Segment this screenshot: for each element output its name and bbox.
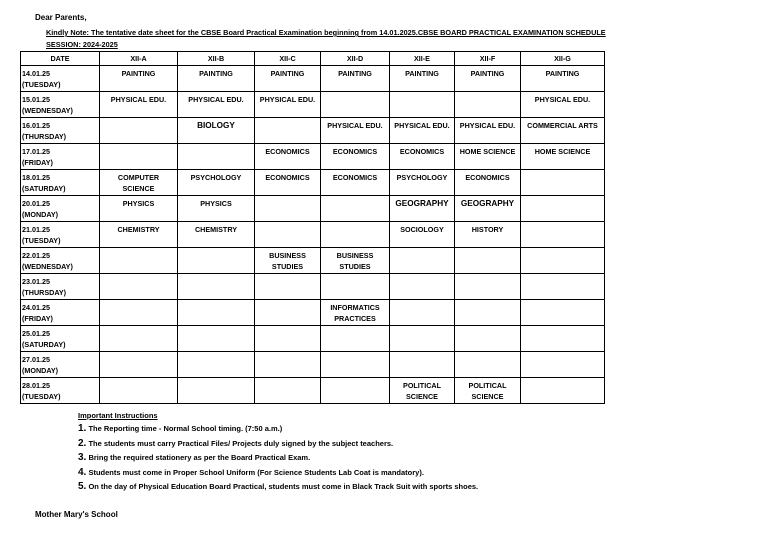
subject-cell: COMMERCIAL ARTS xyxy=(521,118,605,144)
subject-cell: PAINTING xyxy=(100,66,178,92)
subject-cell: INFORMATICS PRACTICES xyxy=(321,300,390,326)
subject-cell: POLITICAL SCIENCE xyxy=(390,378,455,404)
subject-cell: PHYSICAL EDU. xyxy=(321,118,390,144)
subject-cell xyxy=(321,326,390,352)
subject-cell: PHYSICAL EDU. xyxy=(100,92,178,118)
instruction-item xyxy=(78,466,478,481)
subject-cell: PHYSICAL EDU. xyxy=(255,92,321,118)
table-row xyxy=(21,92,605,118)
date-value: 22.01.25 xyxy=(22,251,50,260)
subject-cell: BIOLOGY xyxy=(178,118,255,144)
subject-cell xyxy=(390,274,455,300)
day-value: (TUESDAY) xyxy=(22,80,61,89)
table-row xyxy=(21,274,605,300)
column-header: XII-F xyxy=(455,52,521,66)
date-cell xyxy=(21,300,100,326)
subject-cell xyxy=(390,352,455,378)
instruction-number: 2. xyxy=(78,437,87,449)
subject-cell: ECONOMICS xyxy=(321,144,390,170)
subject-cell xyxy=(521,326,605,352)
subject-cell: COMPUTER SCIENCE xyxy=(100,170,178,196)
instruction-text: Bring the required stationery as per the Board Practical Exam. xyxy=(88,453,311,462)
instruction-text: On the day of Physical Education Board Practical, students must come in Black Track Suit with sports shoes. xyxy=(88,482,479,491)
date-cell xyxy=(21,170,100,196)
subject-cell xyxy=(178,144,255,170)
instruction-number: 3. xyxy=(78,452,87,463)
date-value: 16.01.25 xyxy=(22,121,50,130)
subject-cell xyxy=(100,378,178,404)
day-value: (MONDAY) xyxy=(22,366,59,375)
subject-cell: SOCIOLOGY xyxy=(390,222,455,248)
subject-cell xyxy=(100,248,178,274)
subject-cell: PSYCHOLOGY xyxy=(178,170,255,196)
date-value: 20.01.25 xyxy=(22,199,50,208)
subject-cell: PAINTING xyxy=(321,66,390,92)
column-header: XII-E xyxy=(390,52,455,66)
subject-cell xyxy=(455,352,521,378)
date-cell xyxy=(21,222,100,248)
subject-cell xyxy=(390,300,455,326)
notice-text: Kindly Note: The tentative date sheet for the CBSE Board Practical Examination beginning from 14.01.2025.CBSE BOARD PRACTICAL EXAMINATION SCHEDULE SESSION: 2024-2025 xyxy=(46,28,606,49)
date-value: 14.01.25 xyxy=(22,69,50,78)
date-value: 25.01.25 xyxy=(22,329,50,338)
subject-cell xyxy=(255,222,321,248)
subject-cell: ECONOMICS xyxy=(255,170,321,196)
subject-cell xyxy=(178,326,255,352)
date-cell xyxy=(21,92,100,118)
day-value: (THURSDAY) xyxy=(22,132,67,141)
column-header: XII-D xyxy=(321,52,390,66)
school-name: Mother Mary's School xyxy=(35,510,118,519)
table-row xyxy=(21,170,605,196)
instruction-number: 4. xyxy=(78,466,87,478)
column-header: XII-A xyxy=(100,52,178,66)
date-cell xyxy=(21,118,100,144)
subject-cell xyxy=(455,248,521,274)
subject-cell xyxy=(390,92,455,118)
subject-cell xyxy=(255,326,321,352)
subject-cell: HOME SCIENCE xyxy=(455,144,521,170)
subject-cell xyxy=(178,378,255,404)
subject-cell: HISTORY xyxy=(455,222,521,248)
subject-cell: PAINTING xyxy=(178,66,255,92)
day-value: (TUESDAY) xyxy=(22,392,61,401)
subject-cell: HOME SCIENCE xyxy=(521,144,605,170)
subject-cell xyxy=(321,352,390,378)
subject-cell xyxy=(455,326,521,352)
subject-cell xyxy=(178,248,255,274)
subject-cell xyxy=(455,92,521,118)
date-value: 28.01.25 xyxy=(22,381,50,390)
column-header: DATE xyxy=(21,52,100,66)
subject-cell: PAINTING xyxy=(255,66,321,92)
subject-cell: BUSINESS STUDIES xyxy=(321,248,390,274)
day-value: (WEDNESDAY) xyxy=(22,262,73,271)
date-cell xyxy=(21,326,100,352)
date-cell xyxy=(21,66,100,92)
day-value: (MONDAY) xyxy=(22,210,59,219)
subject-cell xyxy=(321,274,390,300)
instruction-number: 1. xyxy=(78,423,87,434)
subject-cell xyxy=(521,274,605,300)
table-row xyxy=(21,144,605,170)
table-row xyxy=(21,248,605,274)
date-value: 15.01.25 xyxy=(22,95,50,104)
date-cell xyxy=(21,378,100,404)
day-value: (SATURDAY) xyxy=(22,184,66,193)
subject-cell xyxy=(255,300,321,326)
instruction-text: Students must come in Proper School Uniform (For Science Students Lab Coat is mandatory). xyxy=(88,467,424,477)
table-row xyxy=(21,118,605,144)
subject-cell xyxy=(390,326,455,352)
column-header: XII-G xyxy=(521,52,605,66)
table-row xyxy=(21,196,605,222)
table-header xyxy=(21,52,605,66)
subject-cell xyxy=(100,274,178,300)
subject-cell: ECONOMICS xyxy=(321,170,390,196)
subject-cell xyxy=(521,352,605,378)
subject-cell xyxy=(100,326,178,352)
subject-cell: PHYSICAL EDU. xyxy=(455,118,521,144)
date-sheet-table xyxy=(20,51,605,404)
subject-cell: PHYSICAL EDU. xyxy=(521,92,605,118)
subject-cell xyxy=(321,378,390,404)
subject-cell xyxy=(321,196,390,222)
date-value: 18.01.25 xyxy=(22,173,50,182)
table-row xyxy=(21,300,605,326)
subject-cell xyxy=(100,144,178,170)
date-value: 27.01.25 xyxy=(22,355,50,364)
date-value: 17.01.25 xyxy=(22,147,50,156)
subject-cell xyxy=(321,92,390,118)
subject-cell xyxy=(255,196,321,222)
day-value: (SATURDAY) xyxy=(22,340,66,349)
instructions-list xyxy=(78,422,478,495)
instruction-number: 5. xyxy=(78,481,87,492)
subject-cell: GEOGRAPHY xyxy=(455,196,521,222)
subject-cell: PHYSICS xyxy=(178,196,255,222)
subject-cell xyxy=(521,248,605,274)
subject-cell xyxy=(255,378,321,404)
subject-cell: PHYSICS xyxy=(100,196,178,222)
date-value: 24.01.25 xyxy=(22,303,50,312)
table-row xyxy=(21,66,605,92)
subject-cell xyxy=(521,222,605,248)
subject-cell: ECONOMICS xyxy=(255,144,321,170)
subject-cell xyxy=(178,300,255,326)
day-value: (WEDNESDAY) xyxy=(22,106,73,115)
subject-cell xyxy=(455,300,521,326)
instructions-title: Important Instructions xyxy=(78,411,158,420)
day-value: (FRIDAY) xyxy=(22,314,53,323)
subject-cell: GEOGRAPHY xyxy=(390,196,455,222)
instruction-item xyxy=(78,437,478,452)
subject-cell xyxy=(521,378,605,404)
subject-cell xyxy=(455,274,521,300)
day-value: (FRIDAY) xyxy=(22,158,53,167)
subject-cell: CHEMISTRY xyxy=(178,222,255,248)
table-row xyxy=(21,378,605,404)
subject-cell xyxy=(255,118,321,144)
subject-cell xyxy=(100,300,178,326)
subject-cell xyxy=(100,352,178,378)
day-value: (TUESDAY) xyxy=(22,236,61,245)
subject-cell xyxy=(255,352,321,378)
date-cell xyxy=(21,196,100,222)
table-row xyxy=(21,326,605,352)
date-cell xyxy=(21,248,100,274)
subject-cell: PHYSICAL EDU. xyxy=(390,118,455,144)
subject-cell xyxy=(255,274,321,300)
subject-cell: PAINTING xyxy=(455,66,521,92)
subject-cell xyxy=(178,274,255,300)
subject-cell xyxy=(100,118,178,144)
subject-cell xyxy=(521,196,605,222)
subject-cell xyxy=(521,170,605,196)
date-cell xyxy=(21,144,100,170)
date-value: 21.01.25 xyxy=(22,225,50,234)
subject-cell: PAINTING xyxy=(521,66,605,92)
subject-cell: PHYSICAL EDU. xyxy=(178,92,255,118)
subject-cell xyxy=(521,300,605,326)
subject-cell xyxy=(321,222,390,248)
table-row xyxy=(21,352,605,378)
table-row xyxy=(21,222,605,248)
date-cell xyxy=(21,274,100,300)
instruction-item xyxy=(78,451,478,466)
instruction-item xyxy=(78,422,478,437)
date-cell xyxy=(21,352,100,378)
instruction-text: The Reporting time - Normal School timing. (7:50 a.m.) xyxy=(88,424,283,433)
table-body xyxy=(21,66,605,404)
subject-cell: ECONOMICS xyxy=(455,170,521,196)
subject-cell: BUSINESS STUDIES xyxy=(255,248,321,274)
greeting: Dear Parents, xyxy=(35,13,87,22)
instruction-text: The students must carry Practical Files/ Projects duly signed by the subject teachers. xyxy=(88,438,394,448)
subject-cell: PAINTING xyxy=(390,66,455,92)
subject-cell: POLITICAL SCIENCE xyxy=(455,378,521,404)
column-header: XII-B xyxy=(178,52,255,66)
instruction-item xyxy=(78,480,478,495)
date-value: 23.01.25 xyxy=(22,277,50,286)
day-value: (THURSDAY) xyxy=(22,288,67,297)
subject-cell: PSYCHOLOGY xyxy=(390,170,455,196)
subject-cell xyxy=(178,352,255,378)
instructions xyxy=(78,411,478,495)
subject-cell xyxy=(390,248,455,274)
column-header: XII-C xyxy=(255,52,321,66)
subject-cell: ECONOMICS xyxy=(390,144,455,170)
subject-cell: CHEMISTRY xyxy=(100,222,178,248)
